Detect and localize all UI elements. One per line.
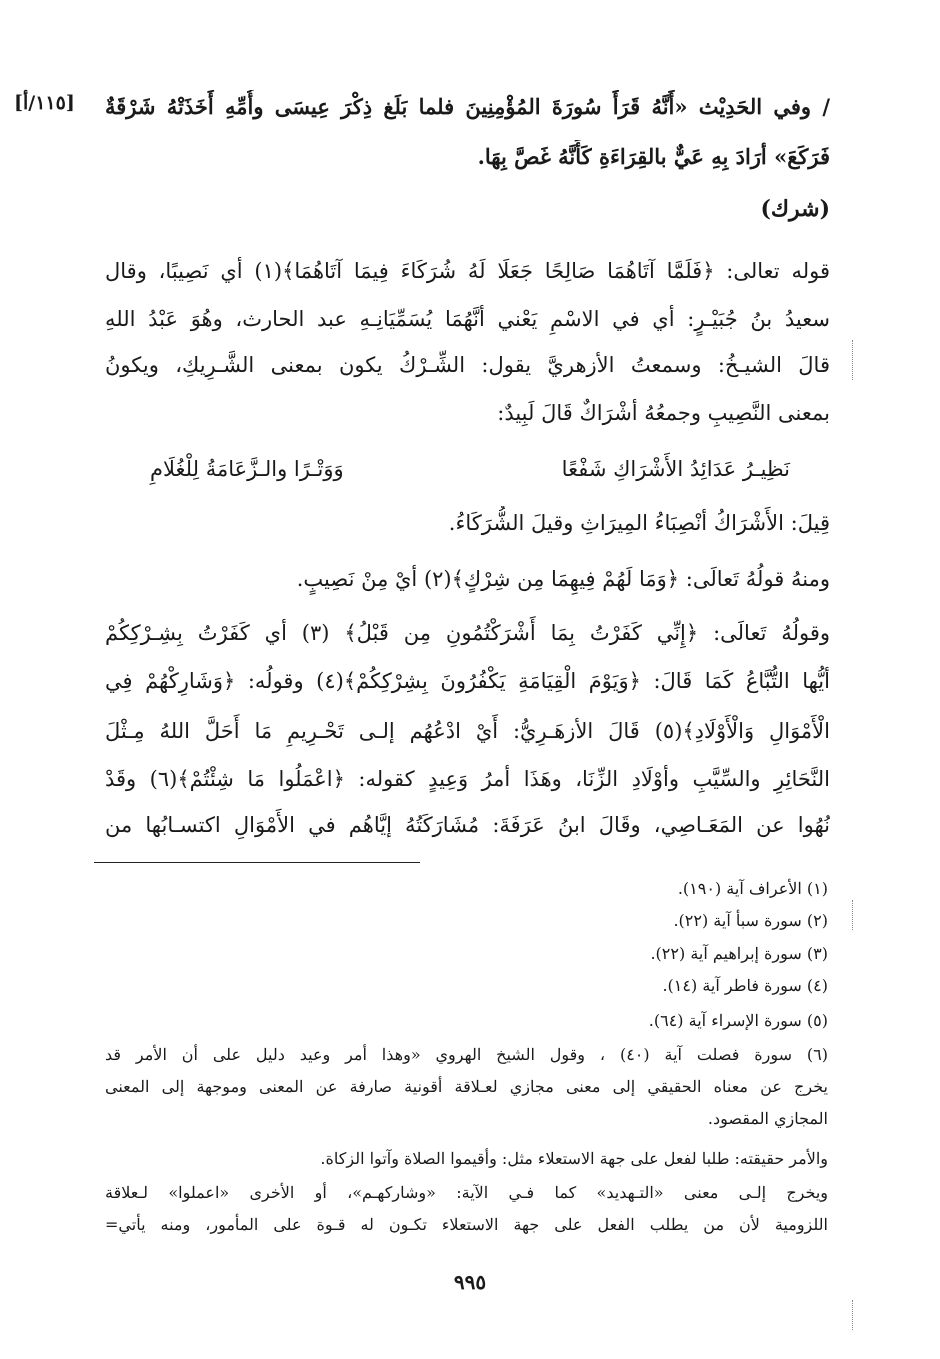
footnote-2: (٢) سورة سبأ آية (٢٢). <box>673 911 828 930</box>
text-line-7: قِيلَ: الأَشْرَاكُ أنْصِبَاءُ المِيرَاثِ وقيلَ الشُّرَكَاءُ. <box>448 511 830 535</box>
text-line-10: أيُّها التُّبَّاعُ كَمَا قَالَ: ﴿وَيَوْمَ الْقِيَامَةِ يَكْفُرُونَ بِشِرْكِكُمْ﴾(٤) وقولُه: ﴿وَشَارِكْهُمْ فِي <box>105 669 830 693</box>
scan-edge-mark-2 <box>852 900 853 930</box>
footnote-1: (١) الأعراف آية (١٩٠). <box>677 879 828 898</box>
text-line-3: قوله تعالى: ﴿فَلَمَّا آتَاهُمَا صَالِحًا جَعَلَا لَهُ شُرَكَاءَ فِيمَا آتَاهُمَا﴾(١) أي نَصِيبًا، وقال <box>105 259 830 283</box>
text-line-1: / وفي الحَدِيْث «أَنَّهُ قَرَأَ سُورَةَ المُؤْمِنِينَ فلما بَلَغ ذِكْرَ عِيسَى وأُمِّهِ أَخَذَتْهُ شَرْقَةٌ <box>105 94 830 119</box>
page-number: ٩٩٥ <box>453 1270 487 1294</box>
footnote-3: (٣) سورة إبراهيم آية (٢٢). <box>650 944 828 963</box>
verse-hemistich-right: نَظِيـرُ عَدَائِدُ الأَشْرَاكِ شَفْعًا <box>561 457 790 481</box>
scan-edge-mark-1 <box>852 340 853 380</box>
text-line-2: فَرَكَعَ» أرَادَ بِهِ عَيٌّ بالقِرَاءَةِ كَأَنَّهُ غَصَّ بِهَا. <box>477 144 830 169</box>
text-line-13: نُهُوا عن المَعَـاصِي، وقَالَ ابنُ عَرَفَةَ: مُشَارَكَتُهُ إيَّاهُم في الأَمْوَالِ اكتسـابُها من <box>105 813 830 837</box>
footnote-6-line-6: اللزومية لأن من يطلب الفعل على جهة الاستعلاء تكـون له قـوة على المأمور، ومنه يأتي= <box>105 1215 828 1234</box>
text-line-11: الْأَمْوَالِ وَالْأَوْلَادِ﴾(٥) قَالَ الأزهَـرِيُّ: أَيْ ادْعُهُم إلـى تَحْـرِيمِ مَا أَحَلَّ اللهُ مِـثْلَ <box>105 719 830 743</box>
footnote-5: (٥) سورة الإسراء آية (٦٤). <box>648 1011 828 1030</box>
footnote-6-line-3: المجازي المقصود. <box>707 1109 828 1128</box>
footnote-6-line-5: ويخرج إلـى معنى «التـهديد» كما فـي الآية: «وشاركهـم»، أو الأخرى «اعملوا» لـعلاقة <box>105 1183 828 1202</box>
text-line-9: وقولُهُ تَعالَى: ﴿إِنِّي كَفَرْتُ بِمَا أَشْرَكْتُمُونِ مِن قَبْلُ﴾ (٣) أي كَفَرْتُ بِشِـرْكِكُمْ <box>105 621 830 645</box>
footnote-6-line-1: (٦) سورة فصلت آية (٤٠) ، وقول الشيخ الهروي «وهذا أمر وعيد دليل على أن الأمر قد <box>105 1045 828 1064</box>
text-line-12: النَّحَائِرِ والسِّيَّبِ وأوْلَادِ الزِّنَا، وهَذَا أمرُ وَعِيدٍ كقوله: ﴿اعْمَلُوا مَا شِئْتُمْ﴾(٦) وقَدْ <box>105 767 830 791</box>
footnote-4: (٤) سورة فاطر آية (١٤). <box>662 976 828 995</box>
margin-folio-marker: [١١٥/أ] <box>14 92 75 114</box>
footnote-separator <box>94 862 420 863</box>
footnote-6-line-2: يخرج عن معناه الحقيقي إلى معنى مجازي لعـلاقة أقونية صارفة عن المعنى وموجهة إلى المعنى <box>105 1077 828 1096</box>
text-line-5: قالَ الشيـخُ: وسمعتُ الأزهريَّ يقول: الشِّـرْكُ يكون بمعنى الشَّـرِيكِ، ويكونُ <box>105 353 830 377</box>
section-heading: (شرك) <box>760 196 830 222</box>
text-line-8: ومنهُ قولُهُ تَعالَى: ﴿وَمَا لَهُمْ فِيهِمَا مِن شِرْكٍ﴾(٢) أيْ مِنْ نَصِيبٍ. <box>296 567 830 591</box>
scan-edge-mark-3 <box>852 1300 853 1330</box>
text-line-6: بمعنى النَّصِيبِ وجمعُهُ أشْرَاكٌ قَالَ لَبِيدٌ: <box>497 401 830 425</box>
footnote-6-line-4: والأمر حقيقته: طلبا لفعل على جهة الاستعلاء مثل: وأقيموا الصلاة وآتوا الزكاة. <box>320 1149 828 1168</box>
verse-hemistich-left: وَوَتْـرًا والـزَّعَامَةُ لِلْغُلَامِ <box>150 457 344 481</box>
text-line-4: سعيدُ بنُ جُبَيْـرٍ: أي في الاسْمِ يَعْني أنَّهُمَا يُسَمِّيَانِـهِ عبد الحارث، وهُوَ عَبْدُ اللهِ <box>105 307 830 331</box>
